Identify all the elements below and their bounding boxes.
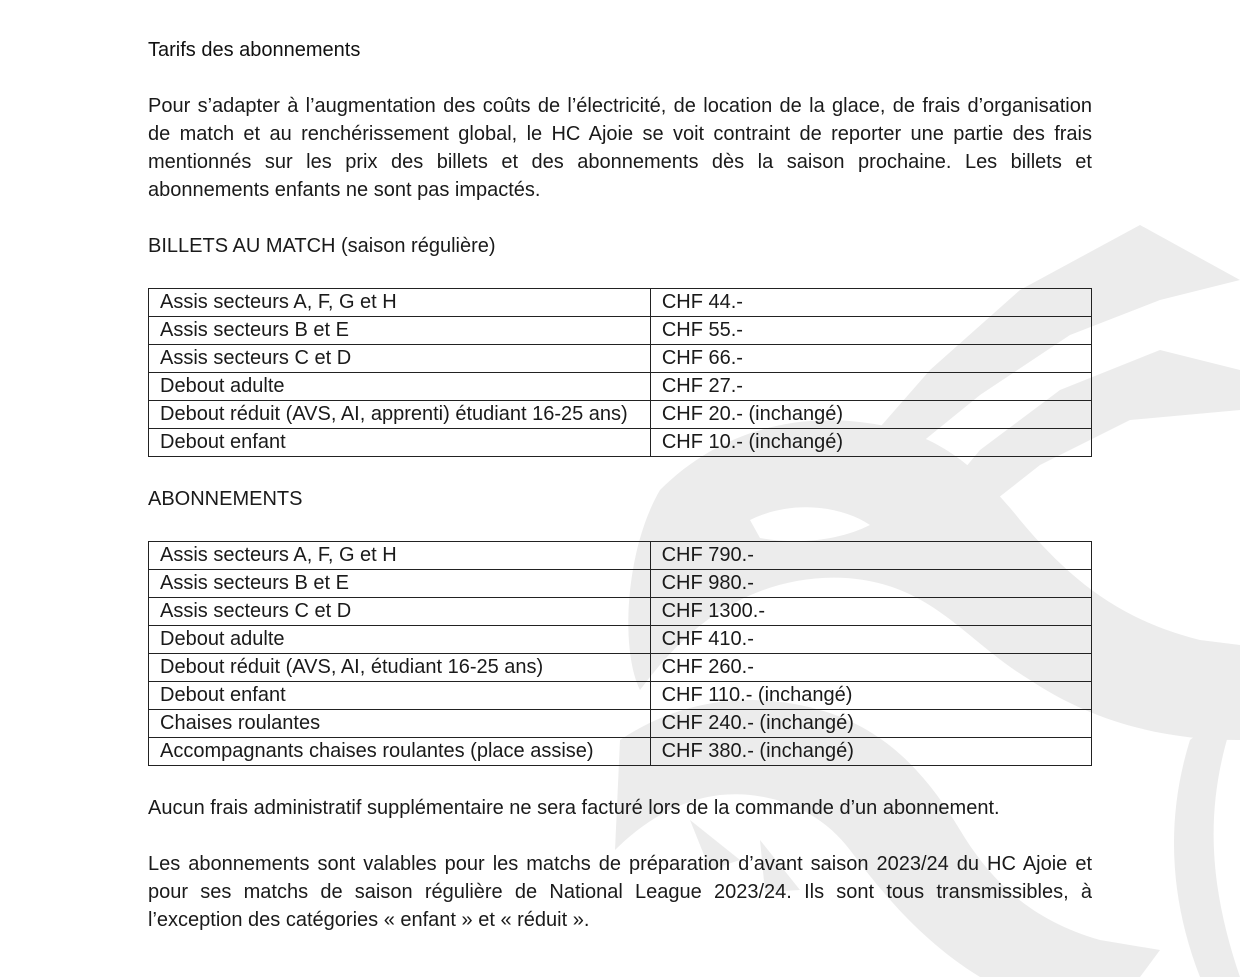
- price-cell: CHF 66.-: [650, 345, 1091, 373]
- category-cell: Debout enfant: [149, 429, 651, 457]
- category-cell: Accompagnants chaises roulantes (place assise): [149, 738, 651, 766]
- category-cell: Assis secteurs B et E: [149, 570, 651, 598]
- table-row: [149, 598, 1092, 626]
- table-row: [149, 654, 1092, 682]
- document-title: Tarifs des abonnements: [148, 39, 361, 61]
- price-cell: CHF 410.-: [650, 626, 1091, 654]
- category-cell: Chaises roulantes: [149, 710, 651, 738]
- table-row: [149, 570, 1092, 598]
- price-cell: CHF 10.- (inchangé): [650, 429, 1091, 457]
- table-row: [149, 289, 1092, 317]
- intro-paragraph: Pour s’adapter à l’augmentation des coûts de l’électricité, de location de la glace, de frais d’organisation de match et au renchérissement global, le HC Ajoie se voit contraint de reporter une partie des frais mentionnés sur les prix des billets et des abonnements dès la saison prochaine. Les billets et abonnements enfants ne sont pas impactés.: [148, 95, 1092, 201]
- table-row: [149, 317, 1092, 345]
- table-row: [149, 429, 1092, 457]
- category-cell: Debout enfant: [149, 682, 651, 710]
- table-row: [149, 542, 1092, 570]
- document-page: [148, 36, 1092, 934]
- abonnements-heading: ABONNEMENTS: [148, 488, 303, 510]
- category-cell: Debout réduit (AVS, AI, étudiant 16-25 ans): [149, 654, 651, 682]
- price-cell: CHF 1300.-: [650, 598, 1091, 626]
- category-cell: Assis secteurs A, F, G et H: [149, 542, 651, 570]
- table-row: [149, 626, 1092, 654]
- table-row: [149, 401, 1092, 429]
- price-cell: CHF 27.-: [650, 373, 1091, 401]
- price-cell: CHF 20.- (inchangé): [650, 401, 1091, 429]
- price-cell: CHF 240.- (inchangé): [650, 710, 1091, 738]
- category-cell: Assis secteurs B et E: [149, 317, 651, 345]
- category-cell: Debout adulte: [149, 626, 651, 654]
- price-cell: CHF 55.-: [650, 317, 1091, 345]
- billets-heading: BILLETS AU MATCH (saison régulière): [148, 235, 496, 257]
- price-cell: CHF 380.- (inchangé): [650, 738, 1091, 766]
- abonnements-table: [148, 541, 1092, 766]
- admin-fee-note: Aucun frais administratif supplémentaire ne sera facturé lors de la commande d’un abonnement.: [148, 797, 1000, 819]
- category-cell: Assis secteurs C et D: [149, 598, 651, 626]
- price-cell: CHF 110.- (inchangé): [650, 682, 1091, 710]
- table-row: [149, 710, 1092, 738]
- billets-table: [148, 288, 1092, 457]
- category-cell: Assis secteurs C et D: [149, 345, 651, 373]
- category-cell: Debout adulte: [149, 373, 651, 401]
- category-cell: Debout réduit (AVS, AI, apprenti) étudiant 16-25 ans): [149, 401, 651, 429]
- category-cell: Assis secteurs A, F, G et H: [149, 289, 651, 317]
- price-cell: CHF 790.-: [650, 542, 1091, 570]
- price-cell: CHF 260.-: [650, 654, 1091, 682]
- table-row: [149, 682, 1092, 710]
- price-cell: CHF 980.-: [650, 570, 1091, 598]
- table-row: [149, 345, 1092, 373]
- table-row: [149, 373, 1092, 401]
- price-cell: CHF 44.-: [650, 289, 1091, 317]
- table-row: [149, 738, 1092, 766]
- validity-note: Les abonnements sont valables pour les matchs de préparation d’avant saison 2023/24 du HC Ajoie et pour ses matchs de saison régulière de National League 2023/24. Ils sont tous transmissibles, à l’exception des catégories « enfant » et « réduit ».: [148, 853, 1092, 931]
